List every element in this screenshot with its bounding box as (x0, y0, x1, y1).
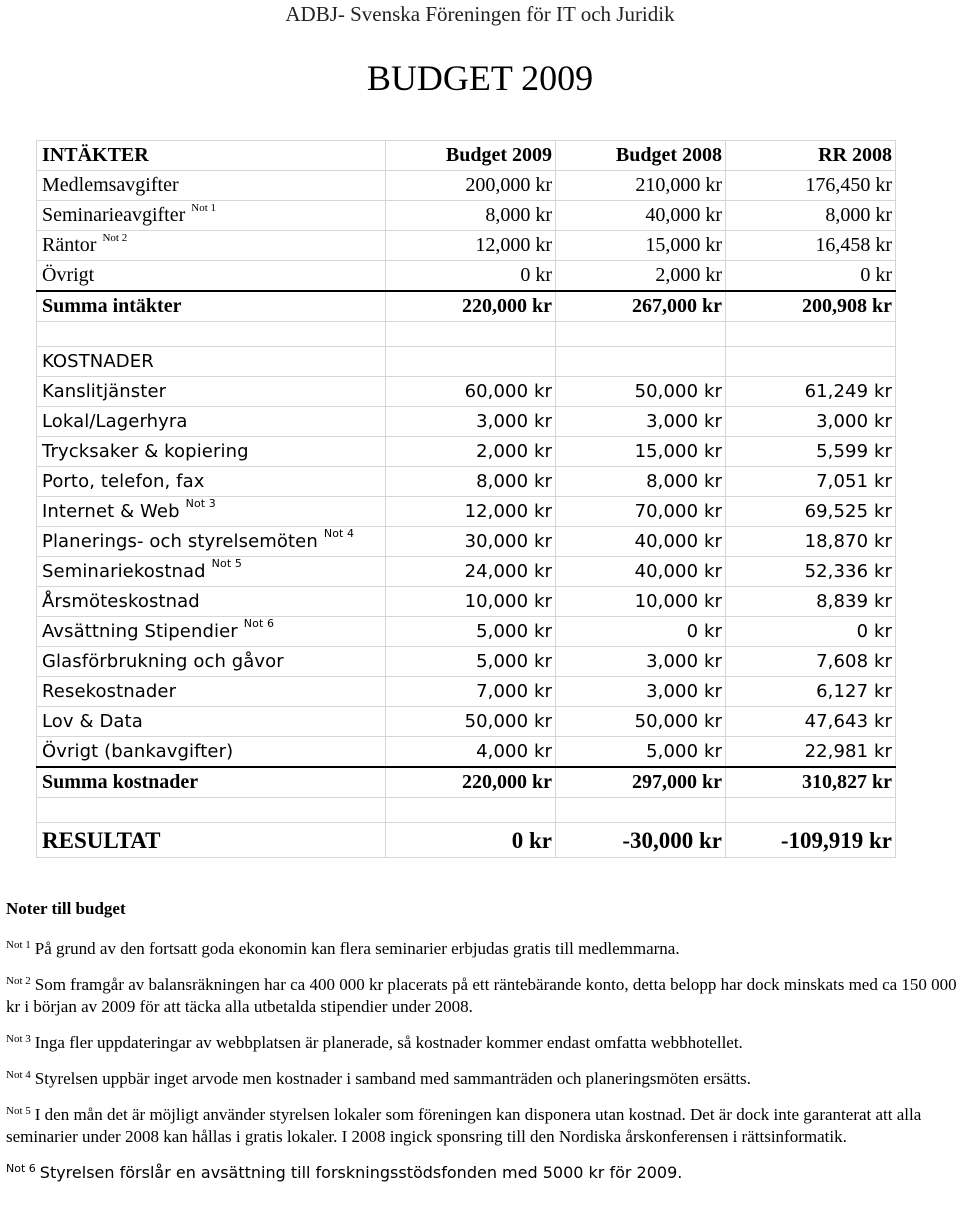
cell-rr-2008: 16,458 kr (726, 231, 896, 261)
spacer-row (37, 322, 896, 347)
cell-budget-2009: 200,000 kr (386, 171, 556, 201)
cell-budget-2008: 40,000 kr (556, 557, 726, 587)
row-label (37, 707, 386, 737)
result-label: RESULTAT (37, 823, 386, 858)
note-ref: Not 3 (185, 497, 216, 510)
row-label (37, 407, 386, 437)
row-label (37, 677, 386, 707)
note-ref: Not 5 (211, 557, 242, 570)
income-total-rr-2008: 200,908 kr (726, 291, 896, 322)
income-header-row (37, 141, 896, 171)
cell-rr-2008: 0 kr (726, 261, 896, 292)
table-row (37, 437, 896, 467)
note-item (6, 934, 960, 960)
cell-budget-2008: 8,000 kr (556, 467, 726, 497)
column-header-budget-2008: Budget 2008 (556, 141, 726, 171)
row-label (37, 231, 386, 261)
row-label (37, 437, 386, 467)
row-label (37, 171, 386, 201)
income-total-budget-2008: 267,000 kr (556, 291, 726, 322)
note-text: Styrelsen uppbär inget arvode men kostnader i samband med sammanträden och planeringsmöten ersätts. (34, 1069, 751, 1088)
note-item (6, 1028, 960, 1054)
column-header-rr-2008: RR 2008 (726, 141, 896, 171)
cell-budget-2008: 40,000 kr (556, 527, 726, 557)
cell-rr-2008: 69,525 kr (726, 497, 896, 527)
table-row (37, 497, 896, 527)
row-label-text: Medlemsavgifter (42, 174, 179, 196)
cell-budget-2008: 70,000 kr (556, 497, 726, 527)
row-label (37, 497, 386, 527)
row-label-text: Övrigt (bankavgifter) (42, 741, 234, 762)
note-tag: Not 6 (6, 1162, 36, 1175)
cell-budget-2009: 5,000 kr (386, 617, 556, 647)
result-budget-2009: 0 kr (386, 823, 556, 858)
row-label (37, 467, 386, 497)
cell-rr-2008: 176,450 kr (726, 171, 896, 201)
note-item (6, 1100, 960, 1148)
cell-rr-2008: 18,870 kr (726, 527, 896, 557)
note-text: Styrelsen förslår en avsättning till forskningsstödsfonden med 5000 kr för 2009. (39, 1163, 683, 1182)
row-label-text: Seminariekostnad (42, 561, 206, 582)
table-row (37, 527, 896, 557)
note-tag: Not 5 (6, 1105, 31, 1117)
spacer-row (37, 798, 896, 823)
table-row (37, 261, 896, 292)
cell-budget-2009: 24,000 kr (386, 557, 556, 587)
cell-budget-2009: 60,000 kr (386, 377, 556, 407)
note-tag: Not 2 (6, 975, 31, 987)
row-label (37, 647, 386, 677)
cell-rr-2008: 52,336 kr (726, 557, 896, 587)
note-ref: Not 1 (191, 202, 217, 214)
cell-budget-2008: 210,000 kr (556, 171, 726, 201)
costs-header-row (37, 347, 896, 377)
cell-rr-2008: 3,000 kr (726, 407, 896, 437)
costs-total-rr-2008: 310,827 kr (726, 767, 896, 798)
cell-rr-2008: 61,249 kr (726, 377, 896, 407)
note-ref: Not 4 (323, 527, 355, 540)
cell-budget-2009: 2,000 kr (386, 437, 556, 467)
cell-budget-2008: 5,000 kr (556, 737, 726, 768)
cell-rr-2008: 47,643 kr (726, 707, 896, 737)
note-item (6, 970, 960, 1018)
row-label-text: Räntor (42, 234, 97, 256)
cell-budget-2008: 50,000 kr (556, 707, 726, 737)
costs-total-budget-2008: 297,000 kr (556, 767, 726, 798)
table-row (37, 467, 896, 497)
table-row (37, 737, 896, 768)
cell-budget-2009: 3,000 kr (386, 407, 556, 437)
note-tag: Not 4 (6, 1069, 31, 1081)
result-row (37, 823, 896, 858)
row-label-text: Glasförbrukning och gåvor (42, 651, 284, 672)
cell-rr-2008: 22,981 kr (726, 737, 896, 768)
result-budget-2008: -30,000 kr (556, 823, 726, 858)
notes-heading: Noter till budget (6, 899, 126, 918)
note-text: I den mån det är möjligt använder styrelsen lokaler som föreningen kan disponera utan kostnad. Det är dock inte garanterat att alla seminarier under 2008 kan hållas i gratis lokaler. I 2008 ingick sponsring till den Nordiska årskonferensen i rättsinformatik. (6, 1105, 922, 1146)
organization-header: ADBJ- Svenska Föreningen för IT och Juridik (285, 2, 675, 26)
row-label-text: Övrigt (42, 264, 95, 286)
table-row (37, 171, 896, 201)
cell-budget-2009: 12,000 kr (386, 231, 556, 261)
table-row (37, 617, 896, 647)
table-row (37, 201, 896, 231)
note-item (6, 1158, 960, 1184)
table-row (37, 677, 896, 707)
table-row (37, 587, 896, 617)
cell-budget-2009: 5,000 kr (386, 647, 556, 677)
column-header-budget-2009: Budget 2009 (386, 141, 556, 171)
cell-budget-2008: 40,000 kr (556, 201, 726, 231)
row-label (37, 737, 386, 768)
costs-total-row (37, 767, 896, 798)
result-rr-2008: -109,919 kr (726, 823, 896, 858)
cell-budget-2009: 8,000 kr (386, 201, 556, 231)
cell-budget-2009: 50,000 kr (386, 707, 556, 737)
row-label (37, 587, 386, 617)
row-label-text: Avsättning Stipendier (42, 621, 238, 642)
cell-budget-2008: 50,000 kr (556, 377, 726, 407)
cell-budget-2008: 3,000 kr (556, 407, 726, 437)
note-text: Som framgår av balansräkningen har ca 400 000 kr placerats på ett räntebärande konto, detta belopp har dock minskats med ca 150 000 kr i början av 2009 för att täcka alla utbetalda stipendier under 2008. (6, 975, 957, 1016)
cell-rr-2008: 0 kr (726, 617, 896, 647)
income-heading: INTÄKTER (37, 141, 386, 171)
note-text: På grund av den fortsatt goda ekonomin kan flera seminarier erbjudas gratis till medlemmarna. (34, 939, 680, 958)
row-label-text: Lov & Data (42, 711, 143, 732)
table-row (37, 647, 896, 677)
row-label-text: Seminarieavgifter (42, 204, 186, 226)
note-tag: Not 1 (6, 939, 31, 951)
cell-rr-2008: 7,608 kr (726, 647, 896, 677)
note-text: Inga fler uppdateringar av webbplatsen är planerade, så kostnader kommer endast omfatta webbhotellet. (34, 1033, 743, 1052)
cell-budget-2009: 7,000 kr (386, 677, 556, 707)
cell-budget-2008: 15,000 kr (556, 231, 726, 261)
cell-budget-2008: 0 kr (556, 617, 726, 647)
cell-rr-2008: 7,051 kr (726, 467, 896, 497)
cell-budget-2008: 3,000 kr (556, 647, 726, 677)
table-row (37, 231, 896, 261)
cell-budget-2008: 10,000 kr (556, 587, 726, 617)
budget-table (36, 140, 896, 858)
income-total-label: Summa intäkter (37, 291, 386, 322)
table-row (37, 407, 896, 437)
income-total-row (37, 291, 896, 322)
row-label-text: Årsmöteskostnad (42, 591, 200, 612)
row-label-text: Planerings- och styrelsemöten (42, 531, 318, 552)
table-row (37, 557, 896, 587)
note-ref: Not 6 (243, 617, 275, 630)
costs-heading: KOSTNADER (37, 347, 386, 377)
cell-budget-2009: 12,000 kr (386, 497, 556, 527)
cell-budget-2009: 10,000 kr (386, 587, 556, 617)
cell-budget-2008: 15,000 kr (556, 437, 726, 467)
budget-notes (6, 898, 960, 1194)
cell-budget-2009: 30,000 kr (386, 527, 556, 557)
note-ref: Not 2 (102, 232, 128, 244)
costs-total-budget-2009: 220,000 kr (386, 767, 556, 798)
note-tag: Not 3 (6, 1033, 31, 1045)
row-label-text: Kanslitjänster (42, 381, 167, 402)
row-label-text: Internet & Web (42, 501, 180, 522)
income-total-budget-2009: 220,000 kr (386, 291, 556, 322)
row-label (37, 527, 386, 557)
cell-rr-2008: 6,127 kr (726, 677, 896, 707)
row-label (37, 617, 386, 647)
note-item (6, 1064, 960, 1090)
cell-budget-2008: 3,000 kr (556, 677, 726, 707)
cell-rr-2008: 5,599 kr (726, 437, 896, 467)
row-label-text: Resekostnader (42, 681, 177, 702)
row-label (37, 261, 386, 292)
cell-rr-2008: 8,839 kr (726, 587, 896, 617)
costs-total-label: Summa kostnader (37, 767, 386, 798)
cell-rr-2008: 8,000 kr (726, 201, 896, 231)
row-label-text: Porto, telefon, fax (42, 471, 205, 492)
cell-budget-2008: 2,000 kr (556, 261, 726, 292)
cell-budget-2009: 4,000 kr (386, 737, 556, 768)
cell-budget-2009: 8,000 kr (386, 467, 556, 497)
row-label (37, 377, 386, 407)
table-row (37, 707, 896, 737)
cell-budget-2009: 0 kr (386, 261, 556, 292)
row-label-text: Lokal/Lagerhyra (42, 411, 188, 432)
page-title: BUDGET 2009 (366, 58, 594, 98)
row-label (37, 557, 386, 587)
row-label (37, 201, 386, 231)
table-row (37, 377, 896, 407)
row-label-text: Trycksaker & kopiering (42, 441, 249, 462)
